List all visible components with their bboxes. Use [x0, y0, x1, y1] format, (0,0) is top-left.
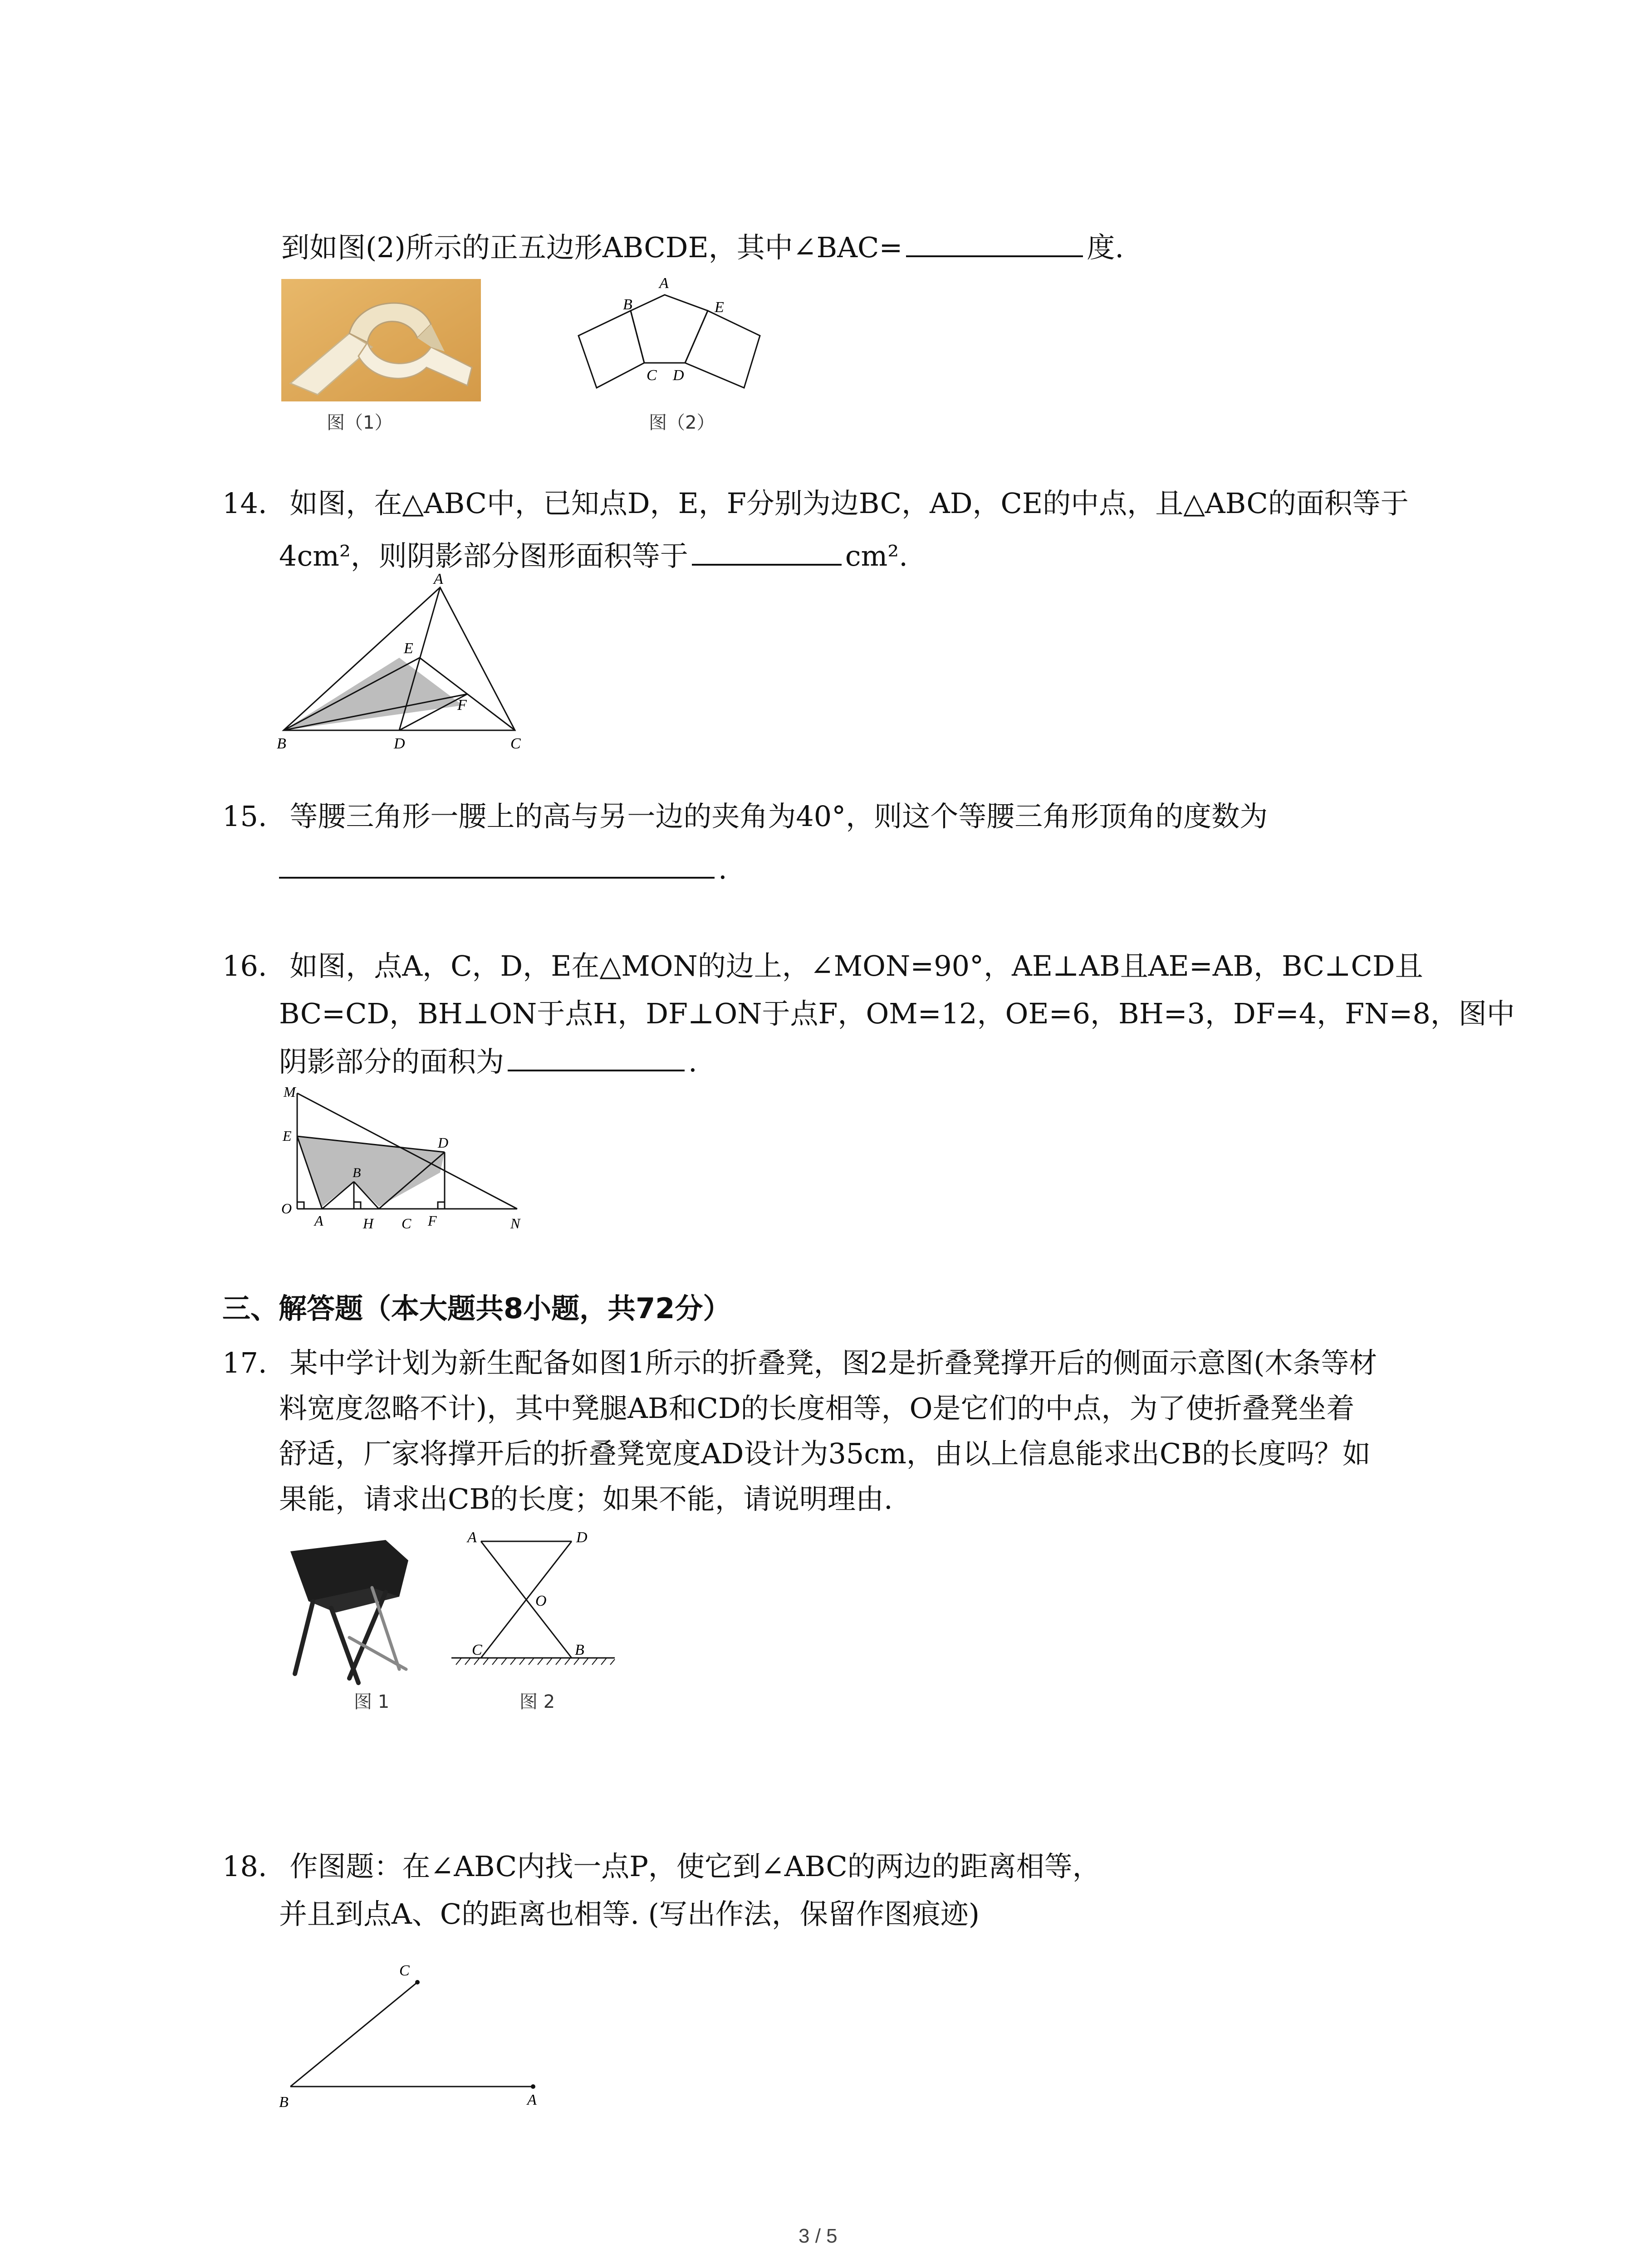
q17-figure-2-diagram — [447, 1529, 628, 1678]
q16-label-a: A — [314, 1212, 323, 1229]
q17-label-b: B — [575, 1642, 584, 1658]
q16-line-1 — [222, 948, 1423, 984]
section-3-heading: 三、解答题（本大题共8小题，共72分） — [222, 1292, 731, 1325]
q16-label-d: D — [438, 1134, 449, 1151]
q17-label-c: C — [472, 1642, 482, 1658]
q16-label-f: F — [428, 1212, 437, 1229]
q17-line-4: 果能，请求出CB的长度；如果不能，请说明理由. — [279, 1482, 893, 1515]
q14-line-1 — [222, 485, 1409, 522]
q15-text-1: 等腰三角形一腰上的高与另一边的夹角为40°，则这个等腰三角形顶角的度数为 — [289, 800, 1268, 833]
q16-label-m: M — [284, 1084, 296, 1100]
q14-line-2 — [279, 538, 908, 574]
q16-label-h: H — [363, 1215, 374, 1232]
page-number: 3 / 5 — [798, 2225, 838, 2247]
q14-number: 14. — [222, 487, 267, 520]
q15-number: 15. — [222, 800, 267, 833]
q15-end: . — [718, 852, 727, 885]
q17-label-d: D — [576, 1529, 588, 1546]
q16-label-b: B — [353, 1165, 361, 1180]
q16-text-1: 如图，点A，C，D，E在△MON的边上，∠MON=90°，AE⊥AB且AE=AB，BC⊥CD且 — [289, 949, 1423, 982]
q16-label-c: C — [402, 1215, 411, 1232]
q13-label-a: A — [659, 275, 669, 292]
q14-text-2a: 4cm²，则阴影部分图形面积等于 — [279, 539, 688, 572]
q13-text — [281, 229, 1124, 266]
q13-unit: 度. — [1087, 231, 1124, 264]
q18-figure-angle — [272, 1964, 554, 2118]
q17-label-a: A — [467, 1529, 477, 1546]
q13-label-d: D — [673, 367, 684, 384]
q18-text-1: 作图题：在∠ABC内找一点P，使它到∠ABC的两边的距离相等， — [289, 1850, 1101, 1883]
q17-figure-1-stool-photo — [281, 1533, 436, 1696]
q13-figure-1-caption: 图（1） — [327, 412, 393, 433]
q14-answer-blank[interactable] — [692, 538, 842, 566]
q16-line-3 — [279, 1043, 697, 1080]
q14-label-c: C — [510, 735, 521, 751]
q18-line-2: 并且到点A、C的距离也相等. (写出作法，保留作图痕迹) — [279, 1897, 980, 1931]
q16-end: . — [688, 1045, 697, 1078]
q13-line: 到如图(2)所示的正五边形ABCDE，其中∠BAC= — [281, 231, 903, 264]
q14-label-f: F — [457, 697, 467, 714]
q16-label-o: O — [281, 1200, 292, 1217]
q15-line-2 — [279, 850, 727, 887]
q17-figure-2-caption: 图 2 — [519, 1691, 555, 1712]
q18-number: 18. — [222, 1850, 267, 1883]
q13-figure-2-caption: 图（2） — [649, 412, 715, 433]
q13-label-e: E — [715, 299, 724, 316]
q15-answer-blank[interactable] — [279, 850, 715, 879]
q16-figure — [274, 1084, 533, 1234]
q16-text-3: 阴影部分的面积为 — [279, 1045, 505, 1078]
q13-answer-blank[interactable] — [906, 229, 1083, 257]
q17-line-3: 舒适，厂家将撑开后的折叠凳宽度AD设计为35cm，由以上信息能求出CB的长度吗？如 — [279, 1437, 1371, 1470]
q16-label-n: N — [510, 1215, 520, 1232]
q17-text-1: 某中学计划为新生配备如图1所示的折叠凳，图2是折叠凳撑开后的侧面示意图(木条等材 — [289, 1346, 1377, 1379]
q17-line-1 — [222, 1345, 1377, 1381]
q14-label-d: D — [394, 735, 405, 751]
q16-line-2: BC=CD，BH⊥ON于点H，DF⊥ON于点F，OM=12，OE=6，BH=3，DF=4，FN=8，图中 — [279, 997, 1515, 1030]
q16-number: 16. — [222, 949, 267, 982]
q16-label-e: E — [283, 1128, 292, 1144]
q16-answer-blank[interactable] — [508, 1043, 685, 1071]
q14-text-1: 如图，在△ABC中，已知点D，E，F分别为边BC，AD，CE的中点，且△ABC的面积等于 — [289, 487, 1409, 520]
q17-number: 17. — [222, 1346, 267, 1379]
q18-label-b: B — [279, 2094, 289, 2111]
q14-label-e: E — [404, 640, 413, 657]
q14-figure-triangle — [272, 574, 544, 751]
q14-label-b: B — [277, 735, 286, 751]
q14-text-2b: cm². — [845, 539, 908, 572]
q15-line-1 — [222, 798, 1268, 835]
q13-label-b: B — [623, 296, 632, 313]
q17-line-2: 料宽度忽略不计)，其中凳腿AB和CD的长度相等，O是它们的中点，为了使折叠凳坐着 — [279, 1392, 1355, 1425]
q13-figure-1-knot-photo — [281, 279, 481, 401]
q13-label-c: C — [647, 367, 657, 384]
q17-label-o: O — [535, 1593, 547, 1609]
q18-label-c: C — [399, 1964, 410, 1979]
q18-line-1 — [222, 1848, 1101, 1885]
q18-label-a: A — [527, 2092, 537, 2108]
q17-figure-1-caption: 图 1 — [354, 1691, 390, 1712]
q13-figure-2-pentagon — [569, 268, 787, 404]
q14-label-a: A — [434, 574, 443, 587]
